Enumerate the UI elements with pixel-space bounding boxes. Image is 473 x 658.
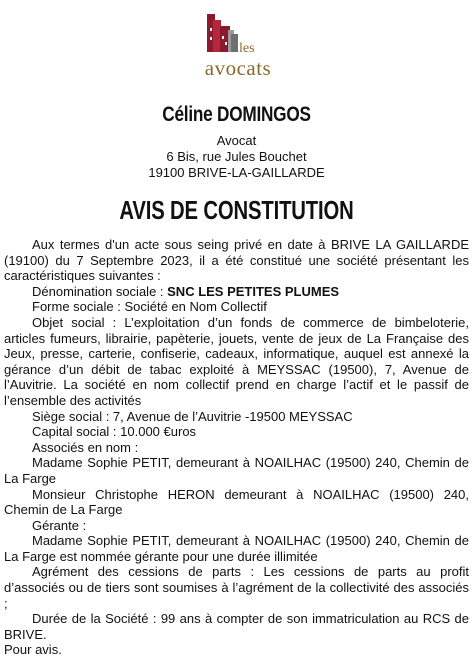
denomination-label: Dénomination sociale : [32, 283, 168, 299]
notice-body [4, 237, 469, 658]
logo-large-word: avocats [204, 56, 272, 80]
lawyer-city: 19100 BRIVE-LA-GAILLARDE [148, 165, 325, 180]
notice-approval: Agrément des cessions de parts : Les cessions de parts au profit d’associés ou de tiers sont soumises à l’agrément de la collectivité des associés ; [4, 564, 469, 611]
notice-duration: Durée de la Société : 99 ans à compter de son immatriculation au RCS de BRIVE. [4, 611, 469, 642]
notice-closing: Pour avis. [4, 642, 62, 658]
notice-intro: Aux termes d'un acte sous seing privé en date à BRIVE LA GAILLARDE (19100) du 7 Septembre 2023, il a été constitué une société présentant les caractéristiques suivantes : [4, 237, 469, 284]
les-avocats-logo [193, 6, 283, 82]
notice-manager-label: Gérante : [32, 517, 87, 533]
notice-partners-label: Associés en nom : [32, 439, 139, 455]
notice-manager: Madame Sophie PETIT, demeurant à NOAILHAC (19500) 240, Chemin de La Farge est nommée gérante pour une durée illimitée [4, 533, 469, 564]
notice-denomination [4, 284, 469, 300]
notice-object: Objet social : L’exploitation d’un fonds de commerce de bimbeloterie, articles fumeurs, librairie, papèterie, jouets, vente de jeux de La Française des Jeux, presse, carterie, confiserie, cadeaux, informatique, auquel est annexé la gérance d’un débit de tabac exploité à MEYSSAC (19500), 7, Avenue de l’Auvitrie. La société en nom collectif prend en charge l’actif et le passif de l’ensemble des activités [4, 314, 469, 408]
lawyer-name: Céline DOMINGOS [162, 103, 311, 126]
notice-form: Forme sociale : Société en Nom Collectif [32, 299, 267, 315]
notice-seat: Siège social : 7, Avenue de l’Auvitrie -19500 MEYSSAC [32, 408, 353, 424]
notice-capital: Capital social : 10.000 €uros [32, 424, 197, 440]
logo-small-word: les [239, 41, 255, 56]
lawyer-street: 6 Bis, rue Jules Bouchet [166, 149, 307, 164]
lawyer-role: Avocat [216, 133, 257, 148]
notice-partner-2: Monsieur Christophe HERON demeurant à NOAILHAC (19500) 240, Chemin de La Farge [4, 486, 469, 518]
notice-partner-1: Madame Sophie PETIT, demeurant à NOAILHAC (19500) 240, Chemin de La Farge [4, 455, 469, 486]
denomination-value: SNC LES PETITES PLUMES [167, 283, 340, 299]
notice-title: AVIS DE CONSTITUTION [119, 195, 354, 225]
